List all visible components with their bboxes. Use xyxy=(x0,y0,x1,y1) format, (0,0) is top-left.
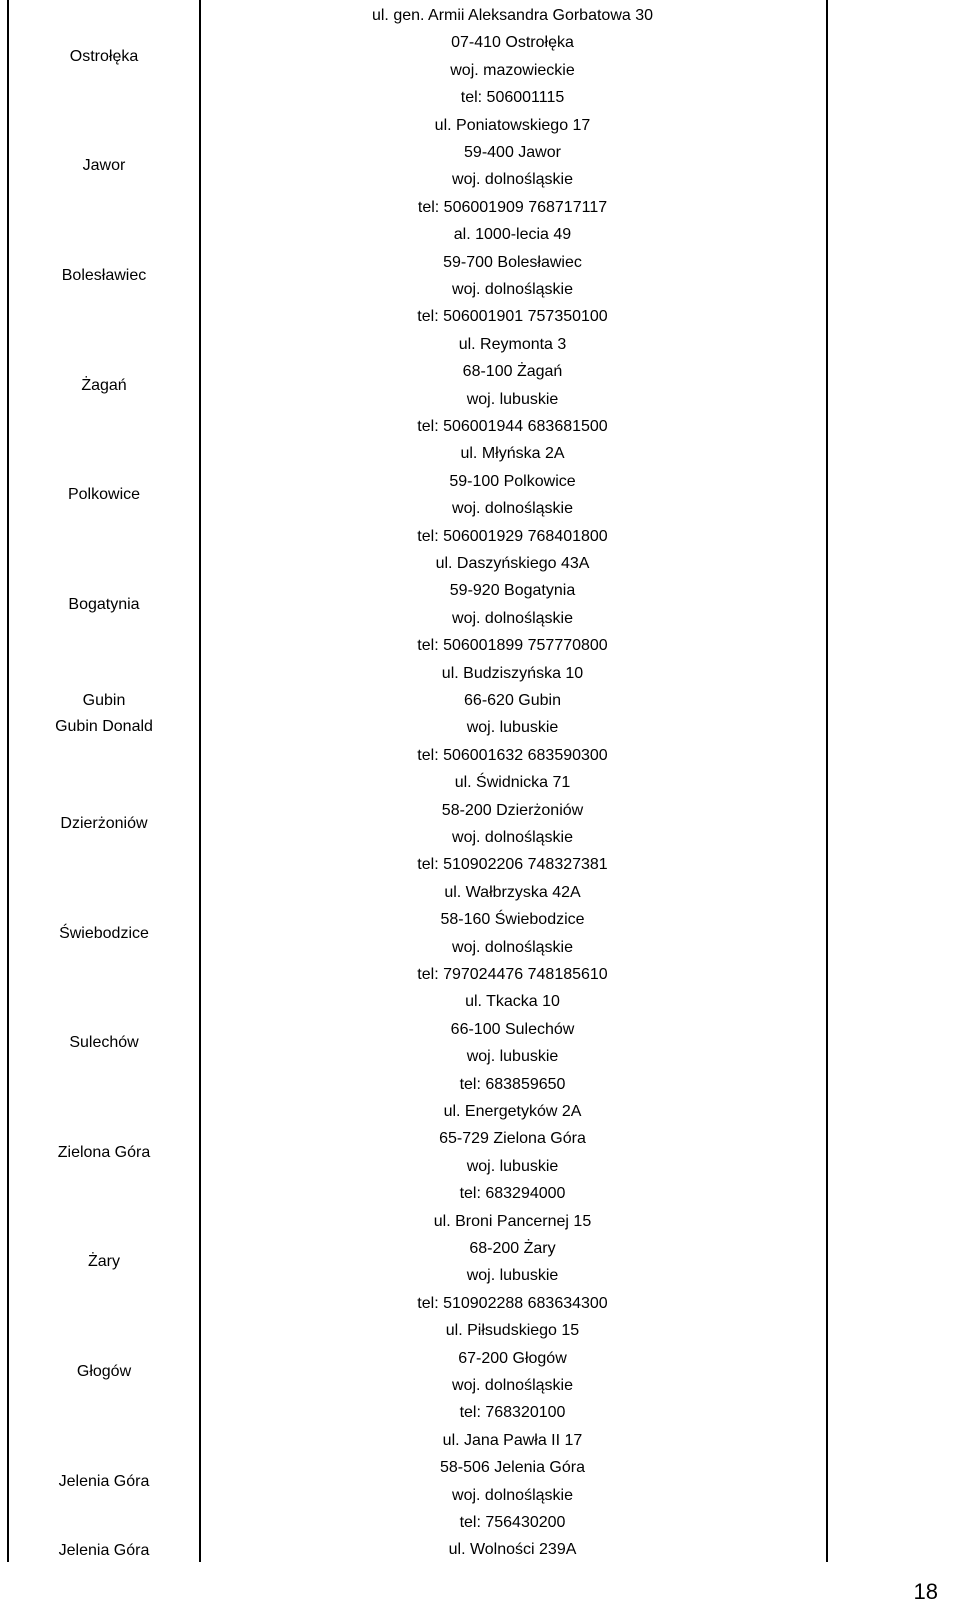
address-cell xyxy=(199,769,826,879)
address-line: ul. Świdnicka 71 xyxy=(454,774,571,792)
branch-row xyxy=(9,221,826,331)
city-name: Gubin xyxy=(82,692,126,710)
address-cell xyxy=(199,1098,826,1208)
address-line: tel: 506001901 757350100 xyxy=(417,308,608,326)
address-line: ul. Wolności 239A xyxy=(448,1541,577,1559)
address-line: ul. Reymonta 3 xyxy=(458,335,567,353)
city-name: Głogów xyxy=(76,1362,132,1380)
address-cell xyxy=(199,440,826,550)
address-line: woj. lubuskie xyxy=(466,1267,559,1285)
city-name: Świebodzice xyxy=(59,924,149,942)
city-name: Sulechów xyxy=(69,1034,139,1052)
address-cell xyxy=(199,331,826,441)
address-cell xyxy=(199,112,826,222)
branch-row xyxy=(9,988,826,1098)
address-line: tel: 506001632 683590300 xyxy=(417,746,608,764)
address-line: ul. Piłsudskiego 15 xyxy=(445,1322,580,1340)
address-cell xyxy=(199,1427,826,1537)
city-cell xyxy=(9,1098,199,1208)
branch-row xyxy=(9,1208,826,1318)
address-line: 59-400 Jawor xyxy=(464,143,561,161)
address-line: woj. dolnośląskie xyxy=(452,500,573,518)
address-line: woj. mazowieckie xyxy=(450,61,575,79)
address-line: tel: 756430200 xyxy=(459,1513,566,1531)
address-line: tel: 510902288 683634300 xyxy=(417,1294,608,1312)
address-cell xyxy=(199,1208,826,1318)
city-name: Żagań xyxy=(81,376,127,394)
branch-row xyxy=(9,660,826,770)
address-line: tel: 797024476 748185610 xyxy=(417,965,608,983)
address-cell xyxy=(199,1536,826,1566)
address-line: ul. Energetyków 2A xyxy=(443,1102,582,1120)
branch-row xyxy=(9,1427,826,1537)
branch-row xyxy=(9,1536,826,1566)
address-line: ul. Daszyńskiego 43A xyxy=(435,554,590,572)
address-cell xyxy=(199,2,826,112)
branch-row xyxy=(9,550,826,660)
address-line: 65-729 Zielona Góra xyxy=(439,1130,586,1148)
address-cell xyxy=(199,988,826,1098)
address-cell xyxy=(199,1317,826,1427)
address-line: 59-700 Bolesławiec xyxy=(443,253,582,271)
address-line: ul. Młyńska 2A xyxy=(460,445,565,463)
address-line: 66-100 Sulechów xyxy=(450,1020,575,1038)
address-line: ul. Poniatowskiego 17 xyxy=(434,116,591,134)
address-line: woj. lubuskie xyxy=(466,1048,559,1066)
city-name: Polkowice xyxy=(67,486,141,504)
branch-row xyxy=(9,1098,826,1208)
address-line: woj. dolnośląskie xyxy=(452,171,573,189)
city-name: Jawor xyxy=(82,157,126,175)
city-name: Bolesławiec xyxy=(61,266,147,284)
city-cell xyxy=(9,550,199,660)
address-line: tel: 506001929 768401800 xyxy=(417,527,608,545)
address-line: woj. dolnośląskie xyxy=(452,609,573,627)
city-cell xyxy=(9,331,199,441)
city-cell xyxy=(9,112,199,222)
branch-row xyxy=(9,879,826,989)
page-number: 18 xyxy=(913,1579,938,1604)
branch-row xyxy=(9,769,826,879)
city-cell xyxy=(9,1317,199,1427)
address-cell xyxy=(199,550,826,660)
address-line: woj. dolnośląskie xyxy=(452,828,573,846)
branch-row xyxy=(9,331,826,441)
address-line: 58-506 Jelenia Góra xyxy=(440,1459,585,1477)
address-line: woj. dolnośląskie xyxy=(452,280,573,298)
address-line: woj. lubuskie xyxy=(466,1157,559,1175)
branch-row xyxy=(9,1317,826,1427)
city-cell xyxy=(9,1427,199,1537)
address-line: ul. Wałbrzyska 42A xyxy=(444,883,581,901)
address-line: woj. dolnośląskie xyxy=(452,938,573,956)
address-line: ul. gen. Armii Aleksandra Gorbatowa 30 xyxy=(371,7,654,24)
address-cell xyxy=(199,879,826,989)
city-cell xyxy=(9,769,199,879)
branch-row xyxy=(9,112,826,222)
address-line: 68-200 Żary xyxy=(469,1239,556,1257)
address-cell xyxy=(199,660,826,770)
city-cell xyxy=(9,2,199,112)
address-line: ul. Jana Pawła II 17 xyxy=(442,1431,583,1449)
city-name: Jelenia Góra xyxy=(58,1472,150,1490)
city-name: Bogatynia xyxy=(68,595,140,613)
city-cell xyxy=(9,1208,199,1318)
address-line: woj. lubuskie xyxy=(466,390,559,408)
city-cell xyxy=(9,988,199,1098)
address-line: 59-920 Bogatynia xyxy=(449,582,576,600)
address-line: ul. Tkacka 10 xyxy=(465,993,560,1011)
address-line: 59-100 Polkowice xyxy=(449,472,576,490)
city-name: Dzierżoniów xyxy=(60,814,148,832)
city-name: Zielona Góra xyxy=(57,1143,151,1161)
address-line: 07-410 Ostrołęka xyxy=(451,34,574,52)
city-name: Jelenia Góra xyxy=(58,1542,150,1560)
city-cell xyxy=(9,221,199,331)
address-line: tel: 506001909 768717117 xyxy=(417,198,608,216)
address-line: tel: 506001115 xyxy=(460,89,565,107)
city-cell xyxy=(9,1536,199,1566)
address-line: tel: 683294000 xyxy=(459,1185,566,1203)
city-cell xyxy=(9,660,199,770)
city-name: Ostrołęka xyxy=(69,47,139,65)
city-name: Żary xyxy=(88,1253,120,1271)
address-line: 58-200 Dzierżoniów xyxy=(441,801,584,819)
address-line: tel: 768320100 xyxy=(459,1404,566,1422)
address-line: tel: 506001899 757770800 xyxy=(417,637,608,655)
address-line: 67-200 Głogów xyxy=(458,1349,567,1367)
address-line: tel: 683859650 xyxy=(459,1075,566,1093)
address-line: ul. Budziszyńska 10 xyxy=(441,664,584,682)
address-cell xyxy=(199,221,826,331)
city-cell xyxy=(9,440,199,550)
city-cell xyxy=(9,879,199,989)
address-line: ul. Broni Pancernej 15 xyxy=(433,1212,592,1230)
address-line: 58-160 Świebodzice xyxy=(440,911,585,929)
branch-row xyxy=(9,2,826,112)
table-right-border xyxy=(826,0,828,1562)
address-line: tel: 506001944 683681500 xyxy=(417,417,608,435)
address-line: tel: 510902206 748327381 xyxy=(417,856,608,874)
address-line: 68-100 Żagań xyxy=(462,363,563,381)
address-line: al. 1000-lecia 49 xyxy=(453,226,572,244)
branch-row xyxy=(9,440,826,550)
address-line: woj. dolnośląskie xyxy=(452,1376,573,1394)
branch-address-table xyxy=(9,2,826,1566)
address-line: woj. lubuskie xyxy=(466,719,559,737)
city-name: Gubin Donald xyxy=(55,718,153,736)
address-line: 66-620 Gubin xyxy=(464,691,561,709)
address-line: woj. dolnośląskie xyxy=(452,1486,573,1504)
